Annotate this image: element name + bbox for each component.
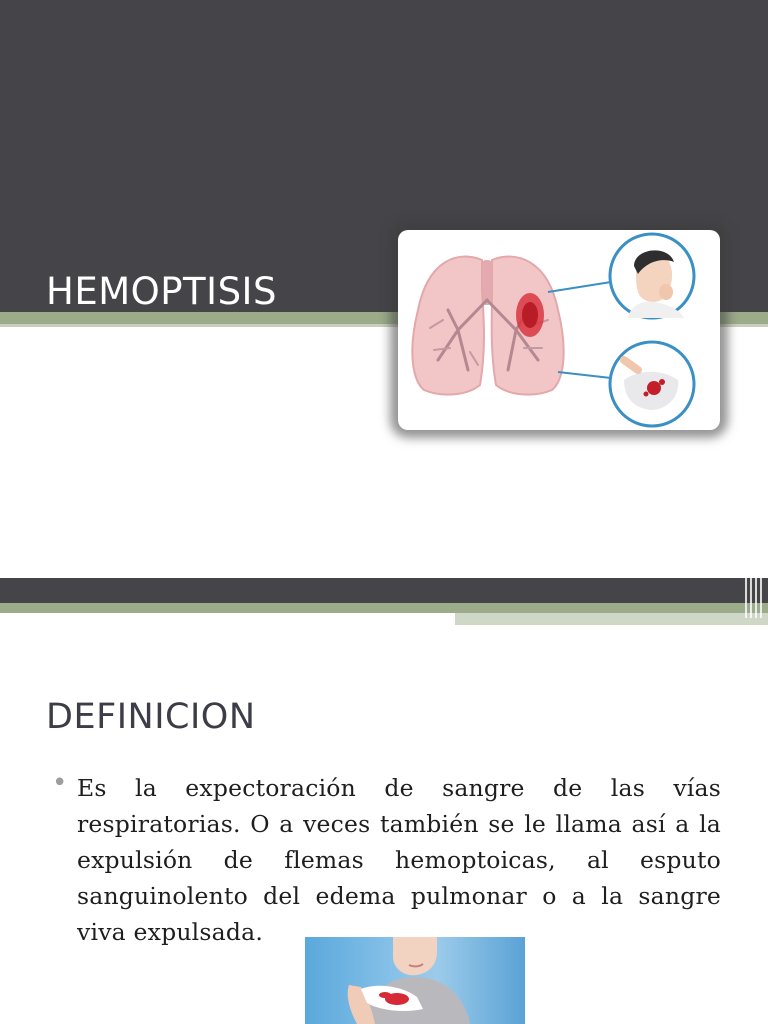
- definition-heading: DEFINICION: [46, 697, 256, 737]
- hemoptysis-illustration: [398, 230, 720, 430]
- slide-divider-green: [0, 603, 768, 613]
- lungs-icon: [412, 257, 563, 395]
- slide-divider-light: [455, 613, 768, 625]
- bullet-icon: •: [52, 768, 68, 798]
- blood-tissue-icon: [610, 342, 694, 426]
- definition-text: Es la expectoración de sangre de las vías respiratorias. O a veces también se le llama así a la expulsión de flemas hemoptoicas, al esputo sanguinolento del edema pulmonar o a la sangre viva expulsada.: [77, 774, 721, 946]
- slide-divider-dark: [0, 578, 768, 603]
- slide-divider-stripes: [745, 578, 768, 618]
- coughing-person-icon: [610, 234, 694, 318]
- woman-coughing-blood-photo-icon: [305, 937, 525, 1024]
- slide-title-text: HEMOPTISIS: [46, 270, 277, 313]
